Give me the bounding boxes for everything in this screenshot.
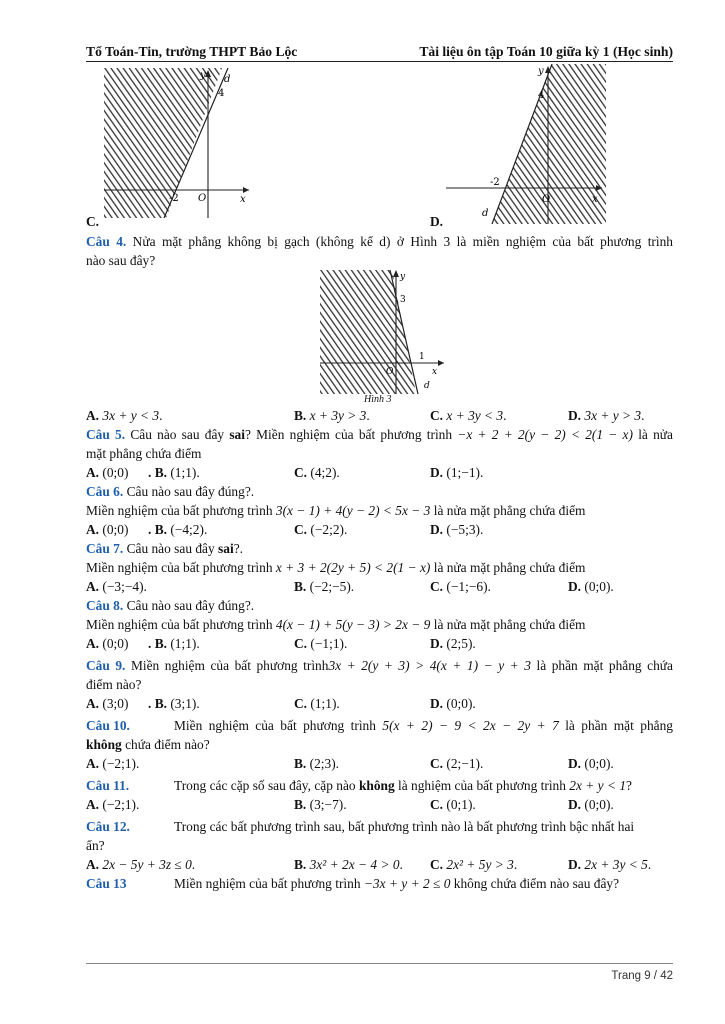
q9-option-a[interactable] — [86, 694, 128, 713]
q11-option-d[interactable]: D. (0;0). — [568, 797, 614, 812]
q9-option-d[interactable]: D. (0;0). — [430, 696, 476, 711]
q5-option-c[interactable]: C. (4;2). — [294, 465, 340, 480]
y-axis-label: y — [400, 272, 406, 282]
q13-stem — [86, 874, 673, 893]
q8-number: Câu 8. — [86, 598, 124, 613]
q9-stem-2: điểm nào? — [86, 677, 142, 692]
option-letter: C. — [294, 465, 308, 480]
x-axis-label: x — [592, 194, 598, 205]
y-axis-label: y — [538, 66, 544, 77]
page-number: Trang 9 / 42 — [611, 970, 673, 982]
option-value: x + 3y < 3 — [446, 408, 504, 423]
q9-option-b[interactable]: . B. (3;1). — [148, 696, 200, 711]
option-letter: A. — [86, 636, 100, 651]
option-letter: A. — [86, 857, 100, 872]
q7-text: Miền nghiệm của bất phương trình — [86, 560, 276, 575]
q5-inequality: −x + 2 + 2(y − 2) < 2(1 − x) — [457, 427, 633, 442]
option-dot: . — [641, 408, 645, 423]
tick-x-label: -2 — [169, 193, 179, 204]
option-value: (−2;1) — [102, 756, 136, 771]
q6-option-c[interactable]: C. (−2;2). — [294, 522, 348, 537]
q11-inequality: 2x + y < 1 — [569, 778, 627, 793]
option-value: (2;3) — [309, 756, 336, 771]
option-value: (−2;−5) — [309, 579, 351, 594]
option-letter: C. — [294, 522, 308, 537]
option-value: 3x² + 2x − 4 > 0 — [309, 857, 400, 872]
q5-text: ? Miền nghiệm của bất phương trình — [244, 427, 458, 442]
option-value: (0;0) — [446, 696, 473, 711]
option-value: 3x + y < 3 — [102, 408, 160, 423]
q5-text: Câu nào sau đây — [125, 427, 230, 442]
q9-options — [86, 694, 673, 713]
q6-option-d[interactable]: D. (−5;3). — [430, 522, 484, 537]
q10-number: Câu 10. — [86, 718, 130, 733]
option-letter: C. — [294, 696, 308, 711]
q4-stem-2: nào sau đây? — [86, 253, 156, 268]
q7-option-b[interactable]: B. (−2;−5). — [294, 579, 355, 594]
option-letter: A. — [86, 465, 100, 480]
option-letter: A. — [86, 408, 100, 423]
option-value: (−1;1) — [310, 636, 344, 651]
header-title: Tài liệu ôn tập Toán 10 giữa kỳ 1 (Học sinh) — [419, 44, 673, 59]
q10-stem — [86, 716, 673, 735]
option-value: (1;1) — [310, 696, 337, 711]
y-axis-label: y — [200, 70, 206, 81]
q8-stem-2 — [86, 615, 673, 634]
q4-number: Câu 4. — [86, 234, 127, 249]
option-value: (0;0) — [102, 522, 129, 537]
q10-emphasis: không — [86, 737, 122, 752]
q7-inequality: x + 3 + 2(2y + 5) < 2(1 − x) — [275, 560, 431, 575]
q9-option-c[interactable]: C. (1;1). — [294, 696, 340, 711]
option-value: (1;−1) — [446, 465, 480, 480]
option-value: 2x² + 5y > 3 — [446, 857, 514, 872]
q11-options — [86, 795, 673, 814]
q6-inequality: 3(x − 1) + 4(y − 2) < 5x − 3 — [275, 503, 431, 518]
option-value: (−4;2) — [170, 522, 204, 537]
tick-x-label: 1 — [419, 352, 425, 362]
q7-option-c[interactable]: C. (−1;−6). — [430, 579, 491, 594]
q4-stem — [86, 232, 673, 251]
option-letter: D. — [568, 857, 582, 872]
q6-text: Miền nghiệm của bất phương trình — [86, 503, 276, 518]
line-d-label: d — [482, 208, 489, 219]
option-letter: B. — [294, 797, 307, 812]
page-footer — [86, 963, 673, 982]
q10-stem-2 — [86, 735, 673, 754]
q7-options — [86, 577, 673, 596]
option-value: (0;0) — [584, 797, 611, 812]
option-value: x + 3y > 3 — [309, 408, 367, 423]
q7-text: là nửa mặt phẳng chứa điểm — [430, 560, 586, 575]
q13-inequality: −3x + y + 2 ≤ 0 — [363, 876, 451, 891]
q6-number: Câu 6. — [86, 484, 124, 499]
option-value: (−3;−4) — [102, 579, 144, 594]
option-letter: B. — [294, 579, 307, 594]
option-letter: D. — [568, 408, 582, 423]
option-value: (1;1) — [170, 465, 197, 480]
q8-stem — [86, 596, 673, 615]
q11-number: Câu 11. — [86, 778, 130, 793]
q9-inequality: 3x + 2(y + 3) > 4(x + 1) − y + 3 — [328, 658, 531, 673]
option-letter: A. — [86, 797, 100, 812]
q12-stem-2: ẩn? — [86, 838, 105, 853]
tick-x-label: -2 — [490, 177, 500, 188]
q6-option-a[interactable] — [86, 520, 128, 539]
q4-option-a[interactable] — [86, 406, 163, 425]
q11-option-c[interactable]: C. (0;1). — [430, 797, 476, 812]
q9-text: Miền nghiệm của bất phương trình — [125, 658, 329, 673]
option-value: 2x − 5y + 3z ≤ 0 — [102, 857, 192, 872]
q11-text: là nghiệm của bất phương trình — [394, 778, 570, 793]
q6-text: Câu nào sau đây đúng?. — [123, 484, 255, 499]
option-dot: . — [503, 408, 507, 423]
option-value: (−1;−6) — [446, 579, 488, 594]
option-letter: B. — [294, 408, 307, 423]
q8-options — [86, 634, 673, 653]
q10-text-wrap — [174, 716, 673, 735]
q7-option-a[interactable]: A. (−3;−4). — [86, 579, 147, 594]
q6-stem — [86, 482, 673, 501]
option-letter: A. — [86, 756, 100, 771]
q13-text: không chứa điểm nào sau đây? — [450, 876, 620, 891]
content — [86, 232, 673, 893]
q9-text: là phần mặt phẳng chứa — [530, 658, 673, 673]
q12-option-d[interactable]: D. 2x + 3y < 5. — [568, 857, 652, 872]
figure-d-label: D. — [430, 214, 444, 229]
q5-option-d[interactable]: D. (1;−1). — [430, 465, 484, 480]
option-letter: D. — [430, 522, 444, 537]
tick-y-label: 4 — [538, 90, 545, 101]
q9-number: Câu 9. — [86, 658, 126, 673]
option-value: (3;−7) — [309, 797, 344, 812]
q8-option-d[interactable]: D. (2;5). — [430, 636, 476, 651]
option-dot: . — [159, 408, 163, 423]
q11-option-b[interactable]: B. (3;−7). — [294, 797, 347, 812]
line-d-label: d — [224, 74, 231, 85]
q4-options — [86, 406, 673, 425]
figure-3-holder — [86, 270, 673, 406]
q5-number: Câu 5. — [86, 427, 126, 442]
option-value: 3x + y > 3 — [584, 408, 642, 423]
origin-label: O — [198, 193, 207, 204]
option-value: (0;0) — [102, 465, 129, 480]
option-value: (0;0) — [584, 579, 611, 594]
q6-text: là nửa mặt phẳng chứa điểm — [430, 503, 586, 518]
q8-text: Miền nghiệm của bất phương trình — [86, 617, 276, 632]
header-school: Tổ Toán-Tin, trường THPT Bảo Lộc — [86, 44, 298, 59]
q10-options — [86, 754, 673, 773]
option-letter: A. — [86, 696, 100, 711]
origin-label: O — [386, 367, 394, 377]
q10-option-d[interactable]: D. (0;0). — [568, 756, 614, 771]
q7-text: Câu nào sau đây — [123, 541, 219, 556]
q5-stem — [86, 425, 673, 444]
option-letter: D. — [430, 696, 444, 711]
option-value: (0;1) — [446, 797, 473, 812]
q4-option-b[interactable] — [294, 406, 370, 425]
option-letter: D. — [568, 579, 582, 594]
option-letter: . B. — [148, 636, 167, 651]
q8-option-b[interactable]: . B. (1;1). — [148, 636, 200, 651]
q12-options — [86, 855, 673, 874]
q13-text: Miền nghiệm của bất phương trình — [174, 876, 364, 891]
q8-text: Câu nào sau đây đúng?. — [123, 598, 255, 613]
q5-text: là nửa — [632, 427, 673, 442]
q7-text: ?. — [233, 541, 243, 556]
option-value: (−2;1) — [102, 797, 136, 812]
line-d-label: d — [424, 381, 430, 391]
option-letter: D. — [568, 797, 582, 812]
q10-inequality: 5(x + 2) − 9 < 2x − 2y + 7 — [382, 718, 559, 733]
q4-option-d[interactable] — [568, 406, 645, 425]
option-value: (−2;2) — [310, 522, 344, 537]
option-letter: B. — [294, 756, 307, 771]
q5-options — [86, 463, 673, 482]
option-dot: . — [366, 408, 370, 423]
q11-option-a[interactable]: A. (−2;1). — [86, 797, 140, 812]
q12-option-a[interactable]: A. 2x − 5y + 3z ≤ 0. — [86, 857, 196, 872]
option-value: (2;−1) — [446, 756, 480, 771]
option-letter: C. — [430, 857, 444, 872]
q7-stem — [86, 539, 673, 558]
option-letter: A. — [86, 522, 100, 537]
q10-text: là phần mặt phẳng — [558, 718, 674, 733]
q10-text: chứa điểm nào? — [121, 737, 210, 752]
q11-text-wrap — [174, 776, 632, 795]
x-axis-label: x — [432, 367, 438, 377]
q6-option-b[interactable]: . B. (−4;2). — [148, 522, 208, 537]
q6-stem-2 — [86, 501, 673, 520]
option-value: (2;5) — [446, 636, 473, 651]
q7-stem-2 — [86, 558, 673, 577]
option-value: (0;0) — [584, 756, 611, 771]
q5-emphasis: sai — [229, 427, 245, 442]
figure-3 — [320, 270, 448, 394]
option-letter: C. — [294, 636, 308, 651]
q12-number: Câu 12. — [86, 819, 130, 834]
q8-option-c[interactable]: C. (−1;1). — [294, 636, 348, 651]
option-letter: . B. — [148, 465, 167, 480]
option-letter: A. — [86, 579, 100, 594]
option-letter: . B. — [148, 696, 167, 711]
option-value: 2x + 3y < 5 — [584, 857, 648, 872]
q11-stem — [86, 776, 673, 795]
page-header — [86, 44, 673, 62]
option-letter: D. — [568, 756, 582, 771]
q5-stem-2: mặt phẳng chứa điểm — [86, 446, 202, 461]
option-value: (4;2) — [310, 465, 337, 480]
option-letter: C. — [430, 408, 444, 423]
figure-c-label: C. — [86, 214, 100, 229]
option-letter: C. — [430, 579, 444, 594]
option-value: (−5;3) — [446, 522, 480, 537]
option-letter: C. — [430, 756, 444, 771]
q8-option-a[interactable] — [86, 634, 128, 653]
figure-c — [104, 68, 254, 218]
q12-text: Trong các bất phương trình sau, bất phương trình nào là bất phương trình bậc nhất hai — [174, 819, 635, 834]
option-letter: D. — [430, 636, 444, 651]
q12-option-c[interactable]: C. 2x² + 5y > 3. — [430, 857, 518, 872]
q12-option-b[interactable]: B. 3x² + 2x − 4 > 0. — [294, 857, 403, 872]
figure-3-caption: Hình 3 — [364, 394, 392, 405]
q10-text: Miền nghiệm của bất phương trình — [174, 718, 383, 733]
q13-number: Câu 13 — [86, 876, 127, 891]
option-letter: . B. — [148, 522, 167, 537]
q4-text: Nửa mặt phẳng không bị gạch (không kể d) ở Hình 3 là miền nghiệm của bất phương trình — [126, 234, 673, 249]
shaded-region — [320, 270, 416, 394]
x-axis-label: x — [240, 194, 246, 205]
q12-stem — [86, 817, 673, 836]
origin-label: O — [542, 194, 551, 205]
q13-text-wrap — [174, 874, 619, 893]
option-letter: B. — [294, 857, 307, 872]
q11-emphasis: không — [358, 778, 395, 793]
q10-option-b[interactable]: B. (2;3). — [294, 756, 340, 771]
tick-y-label: 3 — [400, 295, 406, 305]
q8-text: là nửa mặt phẳng chứa điểm — [430, 617, 586, 632]
option-value: (3;1) — [170, 696, 197, 711]
q11-text: ? — [626, 778, 632, 793]
q11-text: Trong các cặp số sau đây, cặp nào — [174, 778, 359, 793]
q7-option-d[interactable]: D. (0;0). — [568, 579, 614, 594]
q7-emphasis: sai — [218, 541, 234, 556]
q5-option-b[interactable]: . B. (1;1). — [148, 465, 200, 480]
q10-option-c[interactable]: C. (2;−1). — [430, 756, 484, 771]
q9-stem — [86, 656, 673, 675]
option-value: (0;0) — [102, 636, 129, 651]
q8-inequality: 4(x − 1) + 5(y − 3) > 2x − 9 — [275, 617, 431, 632]
figure-d — [446, 64, 606, 224]
option-value: (3;0) — [102, 696, 129, 711]
option-letter: C. — [430, 797, 444, 812]
q4-option-c[interactable] — [430, 406, 507, 425]
option-value: (1;1) — [170, 636, 197, 651]
tick-y-label: 4 — [218, 88, 225, 99]
option-letter: D. — [430, 465, 444, 480]
q5-option-a[interactable] — [86, 463, 128, 482]
q6-options — [86, 520, 673, 539]
q10-option-a[interactable]: A. (−2;1). — [86, 756, 140, 771]
q7-number: Câu 7. — [86, 541, 124, 556]
